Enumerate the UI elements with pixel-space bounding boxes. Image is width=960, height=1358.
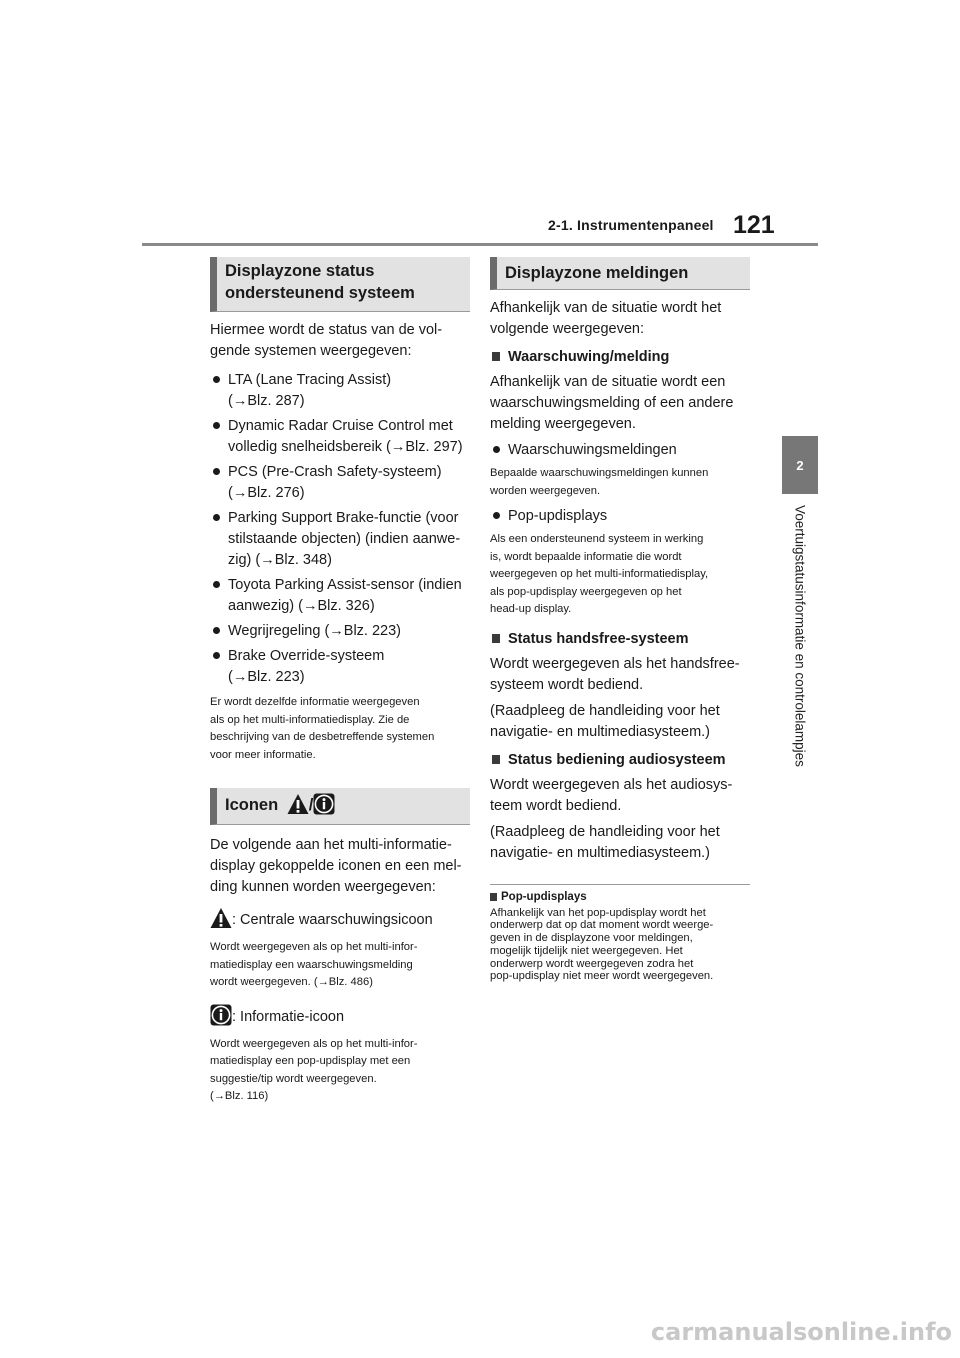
text-line: display gekoppelde iconen en een mel- <box>210 858 462 874</box>
intro-paragraph <box>210 320 470 362</box>
small-note <box>490 531 750 619</box>
text-line: is, wordt bepaalde informatie die wordt <box>490 550 682 563</box>
text-line: teem wordt bediend. <box>490 797 622 814</box>
text-line: matiedisplay een pop-updisplay met een <box>210 1055 411 1067</box>
text-line: navigatie- en multimediasysteem.) <box>490 844 711 861</box>
heading-line: Displayzone status <box>225 262 375 280</box>
text-line: volgende weergegeven: <box>490 321 644 337</box>
text-line: Toyota Parking Assist-sensor (indien <box>228 577 462 593</box>
text-line: pop-updisplay niet meer wordt weergegeven. <box>490 970 714 983</box>
text-line: Wordt weergegeven als het handsfree- <box>490 655 740 672</box>
text-line: head-up display. <box>490 603 572 615</box>
warning-icon-label: : Centrale waarschuwingsicoon <box>232 912 433 928</box>
text-line: Er wordt dezelfde informatie weergegeven <box>210 696 420 708</box>
text-line: navigatie- en multimediasysteem.) <box>490 723 711 740</box>
text-line: Hiermee wordt de status van de vol- <box>210 322 443 338</box>
list-item <box>490 506 750 527</box>
section-heading-messages <box>490 257 750 290</box>
text-line: Parking Support Brake-functie (voor <box>228 510 459 526</box>
small-note <box>490 465 750 500</box>
warning-icon-desc <box>210 939 470 992</box>
note-divider <box>490 884 750 885</box>
text-line: Wordt weergegeven als op het multi-infor- <box>210 941 418 953</box>
text-line: Als een ondersteunend systeem in werking <box>490 533 704 545</box>
subsection-title: Waarschuwing/melding <box>490 347 750 368</box>
chapter-label: Voertuigstatusinformatie en controlelampjes <box>792 505 808 767</box>
text-line: Waarschuwingsmeldingen <box>508 442 677 458</box>
list-item <box>490 440 750 461</box>
text-line: worden weergegeven. <box>490 484 601 497</box>
text-line: aanwezig) (→Blz. 326) <box>228 598 375 614</box>
heading-line: ondersteunend systeem <box>225 284 415 302</box>
text-line: PCS (Pre-Crash Safety-systeem) <box>228 464 442 480</box>
text-line: Afhankelijk van de situatie wordt het <box>490 300 722 316</box>
intro-paragraph <box>490 298 750 340</box>
text-line: melding weergegeven. <box>490 416 636 432</box>
text-line: ding kunnen worden weergegeven: <box>210 879 436 895</box>
chapter-number: 2 <box>796 457 804 473</box>
reference-note <box>490 701 750 743</box>
info-icon <box>210 1004 232 1026</box>
text-line: wordt weergegeven. (→Blz. 486) <box>210 976 373 988</box>
text-line: Afhankelijk van het pop-updisplay wordt het <box>490 906 706 919</box>
left-column <box>210 257 470 1106</box>
text-line: als pop-updisplay weergegeven op het <box>490 585 682 598</box>
list-item <box>210 575 470 617</box>
text-line: LTA (Lane Tracing Assist) <box>228 372 392 388</box>
text-line: stilstaande objecten) (indien aanwe- <box>228 531 461 547</box>
subsection-title: Status bediening audiosysteem <box>490 750 750 771</box>
text-line: Wordt weergegeven als het audiosys- <box>490 776 733 793</box>
subsection-body <box>490 372 750 435</box>
text-line: Bepaalde waarschuwingsmeldingen kunnen <box>490 467 709 479</box>
text-line: onderwerp dat op dat moment wordt weerge- <box>490 919 714 932</box>
text-line: beschrijving van de desbetreffende systemen <box>210 731 435 743</box>
chapter-side-label <box>790 505 810 775</box>
small-note <box>210 694 470 764</box>
list-item <box>210 462 470 504</box>
list-item <box>210 621 470 642</box>
text-line: zig) (→Blz. 348) <box>228 552 332 568</box>
text-line: suggestie/tip wordt weergegeven. <box>210 1072 377 1085</box>
text-line: Afhankelijk van de situatie wordt een <box>490 374 726 390</box>
subsection-body <box>490 775 750 817</box>
reference-note <box>490 822 750 864</box>
text-line: Brake Override-systeem <box>228 648 385 664</box>
text-line: De volgende aan het multi-informatie- <box>210 837 452 853</box>
text-line: (→Blz. 276) <box>228 485 305 501</box>
heading-text: Displayzone meldingen <box>505 264 689 282</box>
text-line: Pop-updisplays <box>508 508 608 524</box>
warning-triangle-icon <box>210 907 232 929</box>
note-title: Pop-updisplays <box>490 890 750 905</box>
text-line: weergegeven op het multi-informatiedisplay, <box>490 568 709 580</box>
header-rule <box>142 243 818 246</box>
subsection-body <box>490 654 750 696</box>
text-line: matiedisplay een waarschuwingsmelding <box>210 958 413 971</box>
watermark: carmanualsonline.info <box>650 1318 952 1346</box>
info-icon <box>313 793 335 815</box>
text-line: onderwerp wordt weergegeven zodra het <box>490 957 694 970</box>
text-line: als op het multi-informatiedisplay. Zie de <box>210 713 410 726</box>
text-line: (Raadpleeg de handleiding voor het <box>490 702 720 719</box>
subsection-title: Status handsfree-systeem <box>490 629 750 650</box>
list-item <box>210 646 470 688</box>
icons-intro <box>210 835 470 898</box>
list-item <box>210 416 470 458</box>
text-line: voor meer informatie. <box>210 748 316 761</box>
text-line: (→Blz. 287) <box>228 393 305 409</box>
text-line: gende systemen weergegeven: <box>210 343 412 359</box>
text-line: (Raadpleeg de handleiding voor het <box>490 823 720 840</box>
text-line: (→Blz. 223) <box>228 669 305 685</box>
info-icon-row <box>210 1004 470 1028</box>
text-line: waarschuwingsmelding of een andere <box>490 395 734 411</box>
list-item <box>210 370 470 412</box>
text-line: Dynamic Radar Cruise Control met <box>228 418 453 434</box>
warning-triangle-icon <box>287 793 309 815</box>
heading-text: Iconen <box>225 796 279 814</box>
info-icon-label: : Informatie-icoon <box>232 1008 345 1025</box>
section-title: 2-1. Instrumentenpaneel <box>548 217 714 233</box>
list-item <box>210 508 470 571</box>
text-line: systeem wordt bediend. <box>490 676 644 693</box>
right-column <box>490 257 750 983</box>
text-line: Wegrijregeling (→Blz. 223) <box>228 623 401 639</box>
chapter-tab <box>782 436 818 494</box>
info-icon-desc <box>210 1036 470 1106</box>
heading-separator: / <box>308 796 314 814</box>
section-heading-icons <box>210 788 470 825</box>
note-body <box>490 907 750 984</box>
text-line: (→Blz. 116) <box>210 1090 269 1102</box>
warning-icon-row <box>210 907 470 931</box>
text-line: volledig snelheidsbereik (→Blz. 297) <box>228 439 463 455</box>
text-line: mogelijk tijdelijk niet weergegeven. Het <box>490 944 683 957</box>
section-heading-status <box>210 257 470 312</box>
page-number: 121 <box>733 211 775 239</box>
text-line: Wordt weergegeven als op het multi-infor- <box>210 1037 418 1050</box>
text-line: geven in de displayzone voor meldingen, <box>490 932 693 945</box>
